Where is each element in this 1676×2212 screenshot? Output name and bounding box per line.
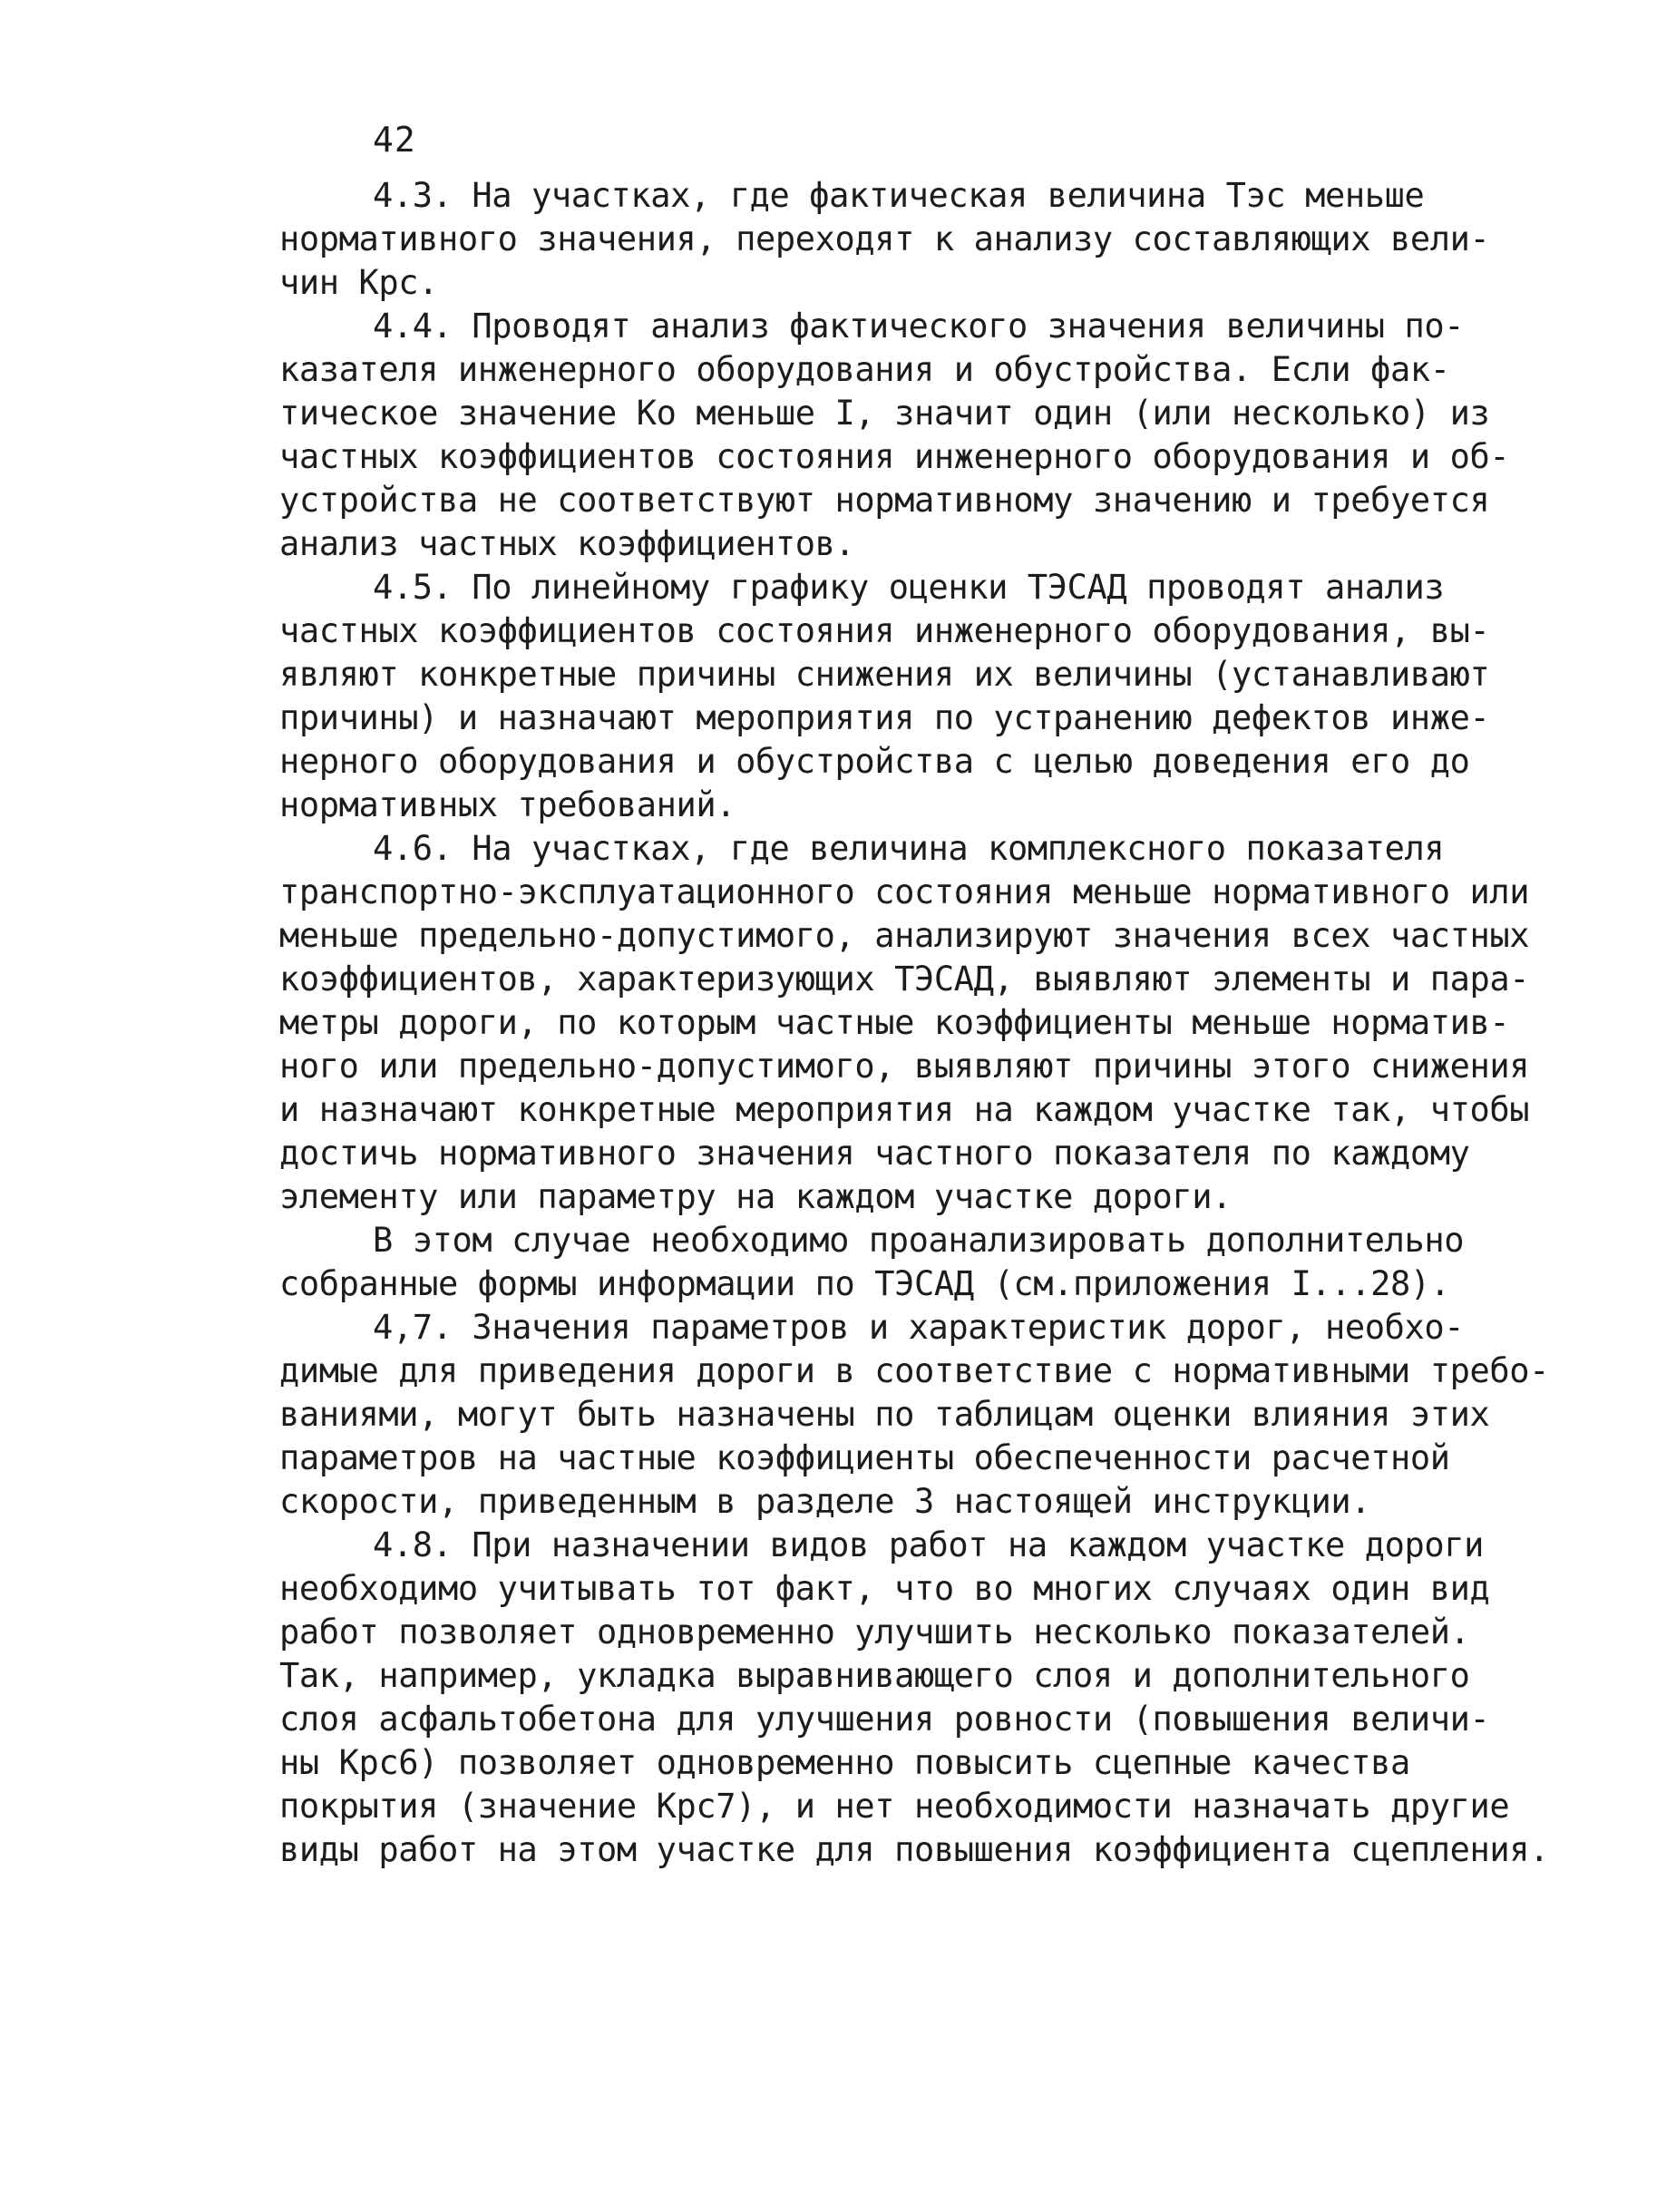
text-line: параметров на частные коэффициенты обеспеченности расчетной	[279, 1438, 1450, 1477]
text-line: В этом случае необходимо проанализировать дополнительно	[373, 1221, 1465, 1260]
page-number: 42	[373, 120, 416, 160]
text-line: покрытия (значение Крс7), и нет необходимости назначать другие	[279, 1787, 1510, 1826]
text-line: работ позволяет одновременно улучшить несколько показателей.	[279, 1613, 1470, 1652]
text-line: элементу или параметру на каждом участке дороги.	[279, 1177, 1233, 1216]
text-line: ного или предельно-допустимого, выявляют причины этого снижения	[279, 1047, 1530, 1086]
text-line: анализ частных коэффициентов.	[279, 524, 855, 563]
text-line: димые для приведения дороги в соответствие с нормативными требо-	[279, 1351, 1550, 1390]
text-line: метры дороги, по которым частные коэффициенты меньше норматив-	[279, 1003, 1510, 1042]
text-line: устройства не соответствуют нормативному значению и требуется	[279, 481, 1490, 520]
text-line: слоя асфальтобетона для улучшения ровности (повышения величи-	[279, 1700, 1490, 1739]
text-line: казателя инженерного оборудования и обустройства. Если фак-	[279, 350, 1450, 389]
text-line: 4.6. На участках, где величина комплексного показателя	[373, 829, 1445, 868]
text-line: чин Крс.	[279, 263, 439, 302]
text-line: меньше предельно-допустимого, анализируют значения всех частных	[279, 916, 1530, 955]
text-line: 4.8. При назначении видов работ на каждом участке дороги	[373, 1525, 1485, 1564]
text-line: частных коэффициентов состояния инженерного оборудования и об-	[279, 437, 1510, 476]
text-line: причины) и назначают мероприятия по устранению дефектов инже-	[279, 698, 1490, 737]
text-line: нерного оборудования и обустройства с целью доведения его до	[279, 742, 1470, 781]
text-line: ны Крс6) позволяет одновременно повысить сцепные качества	[279, 1743, 1410, 1782]
text-line: 4.4. Проводят анализ фактического значения величины по-	[373, 307, 1465, 346]
text-line: 4,7. Значения параметров и характеристик дорог, необхо-	[373, 1308, 1465, 1347]
text-line: 4.3. На участках, где фактическая величина Тэс меньше	[373, 176, 1425, 215]
text-line: скорости, приведенным в разделе 3 настоящей инструкции.	[279, 1482, 1371, 1521]
text-line: являют конкретные причины снижения их величины (устанавливают	[279, 655, 1490, 694]
text-line: достичь нормативного значения частного показателя по каждому	[279, 1134, 1470, 1173]
text-line: Так, например, укладка выравнивающего слоя и дополнительного	[279, 1656, 1470, 1695]
text-line: нормативных требований.	[279, 785, 736, 824]
text-line: виды работ на этом участке для повышения коэффициента сцепления.	[279, 1830, 1550, 1869]
body-text	[279, 174, 1550, 1872]
text-line: ваниями, могут быть назначены по таблицам оценки влияния этих	[279, 1395, 1490, 1434]
text-line: собранные формы информации по ТЭСАД (см.приложения I...28).	[279, 1264, 1450, 1303]
text-line: частных коэффициентов состояния инженерного оборудования, вы-	[279, 611, 1490, 650]
text-line: нормативного значения, переходят к анализу составляющих вели-	[279, 219, 1490, 258]
text-line: и назначают конкретные мероприятия на каждом участке так, чтобы	[279, 1090, 1530, 1129]
text-line: транспортно-эксплуатационного состояния меньше нормативного или	[279, 872, 1530, 911]
text-line: коэффициентов, характеризующих ТЭСАД, выявляют элементы и пара-	[279, 960, 1530, 999]
text-line: необходимо учитывать тот факт, что во многих случаях один вид	[279, 1569, 1490, 1608]
text-line: 4.5. По линейному графику оценки ТЭСАД проводят анализ	[373, 568, 1445, 607]
text-line: тическое значение Ко меньше I, значит один (или несколько) из	[279, 394, 1490, 433]
